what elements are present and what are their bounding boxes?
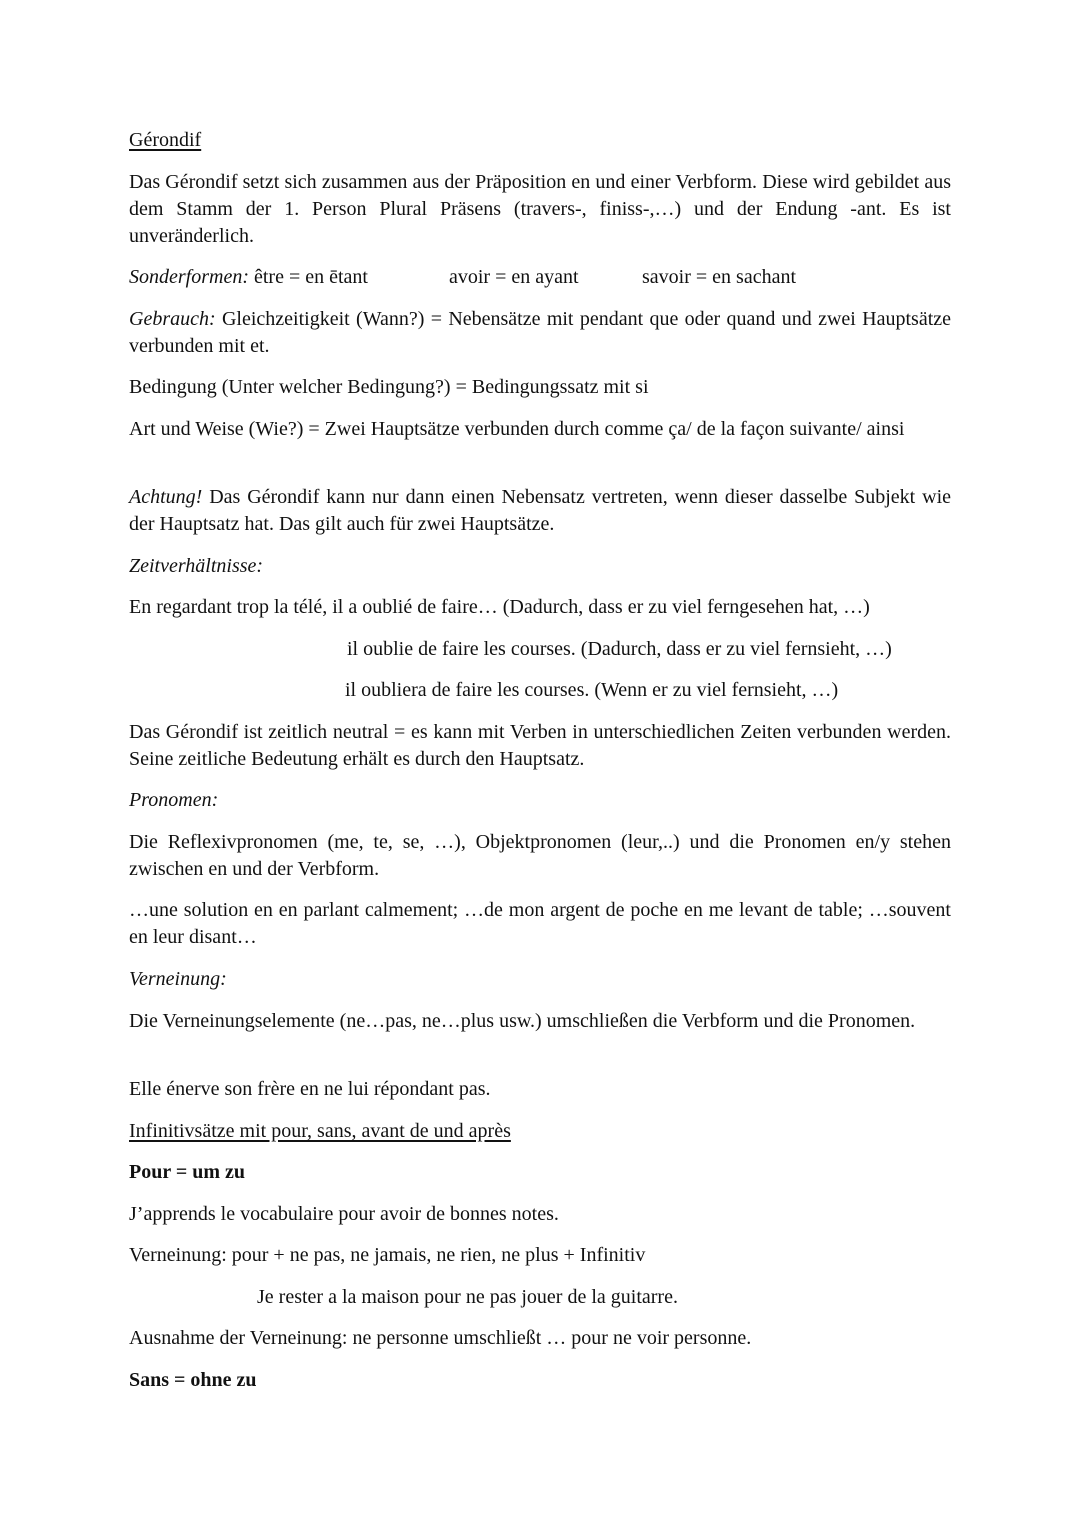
sonderformen-label: Sonderformen:	[129, 266, 249, 288]
pronomen-paragraph: Die Reflexivpronomen (me, te, se, …), Objektpronomen (leur,..) und die Pronomen en/y stehen zwischen en und der Verbform.	[129, 831, 951, 880]
gebrauch-text: Gleichzeitigkeit (Wann?) = Nebensätze mit pendant que oder quand und zwei Hauptsätze verbunden mit et.	[129, 308, 952, 357]
zeit-example-1: En regardant trop la télé, il a oublié de faire… (Dadurch, dass er zu viel ferngesehen hat, …)	[129, 596, 870, 618]
sonderform-avoir: avoir = en ayant	[449, 266, 579, 288]
pronomen-examples: …une solution en en parlant calmement; …de mon argent de poche en me levant de table; …souvent en leur disant…	[129, 899, 951, 948]
section-heading-gerondif: Gérondif	[129, 129, 202, 151]
zeitverhaeltnisse-label: Zeitverhältnisse:	[129, 555, 264, 577]
verneinung-example: Elle énerve son frère en ne lui répondant pas.	[129, 1078, 491, 1100]
pour-example: J’apprends le vocabulaire pour avoir de bonnes notes.	[129, 1203, 559, 1225]
sonderformen-line	[129, 264, 368, 291]
section-heading-infinitiv: Infinitivsätze mit pour, sans, avant de und après	[129, 1120, 511, 1142]
sans-label: Sans = ohne zu	[129, 1369, 257, 1391]
gebrauch-label: Gebrauch:	[129, 308, 216, 330]
gerondif-intro-paragraph: Das Gérondif setzt sich zusammen aus der Präposition en und einer Verbform. Diese wird gebildet aus dem Stamm der 1. Person Plural Präsens (travers-, finiss-,…) und der Endung -ant. Es ist unveränderlich.	[129, 171, 951, 247]
achtung-text: Das Gérondif kann nur dann einen Nebensatz vertreten, wenn dieser dasselbe Subjekt wie der Hauptsatz hat. Das gilt auch für zwei Hauptsätze.	[129, 486, 952, 535]
verneinung-label: Verneinung:	[129, 968, 227, 990]
art-und-weise-paragraph: Art und Weise (Wie?) = Zwei Hauptsätze verbunden durch comme ça/ de la façon suivante/ ainsi	[129, 418, 905, 440]
verneinung-paragraph: Die Verneinungselemente (ne…pas, ne…plus usw.) umschließen die Verbform und die Pronomen.	[129, 1010, 916, 1032]
sonderform-etre: être = en ētant	[253, 266, 368, 288]
sonderform-savoir: savoir = en sachant	[642, 266, 797, 288]
pour-verneinung: Verneinung: pour + ne pas, ne jamais, ne rien, ne plus + Infinitiv	[129, 1244, 646, 1266]
achtung-label: Achtung!	[129, 486, 203, 508]
pour-label: Pour = um zu	[129, 1161, 246, 1183]
achtung-paragraph	[129, 484, 951, 538]
ausnahme-line: Ausnahme der Verneinung: ne personne umschließt … pour ne voir personne.	[129, 1327, 752, 1349]
zeit-example-3: il oubliera de faire les courses. (Wenn er zu viel fernsieht, …)	[345, 679, 839, 701]
bedingung-line: Bedingung (Unter welcher Bedingung?) = Bedingungssatz mit si	[129, 376, 649, 398]
pronomen-label: Pronomen:	[129, 789, 219, 811]
zeitlich-neutral-paragraph: Das Gérondif ist zeitlich neutral = es kann mit Verben in unterschiedlichen Zeiten verbunden werden. Seine zeitliche Bedeutung erhält es durch den Hauptsatz.	[129, 721, 951, 770]
zeit-example-2: il oublie de faire les courses. (Dadurch, dass er zu viel fernsieht, …)	[347, 638, 892, 660]
pour-verneinung-example: Je rester a la maison pour ne pas jouer de la guitarre.	[257, 1286, 678, 1308]
gebrauch-paragraph	[129, 306, 951, 360]
